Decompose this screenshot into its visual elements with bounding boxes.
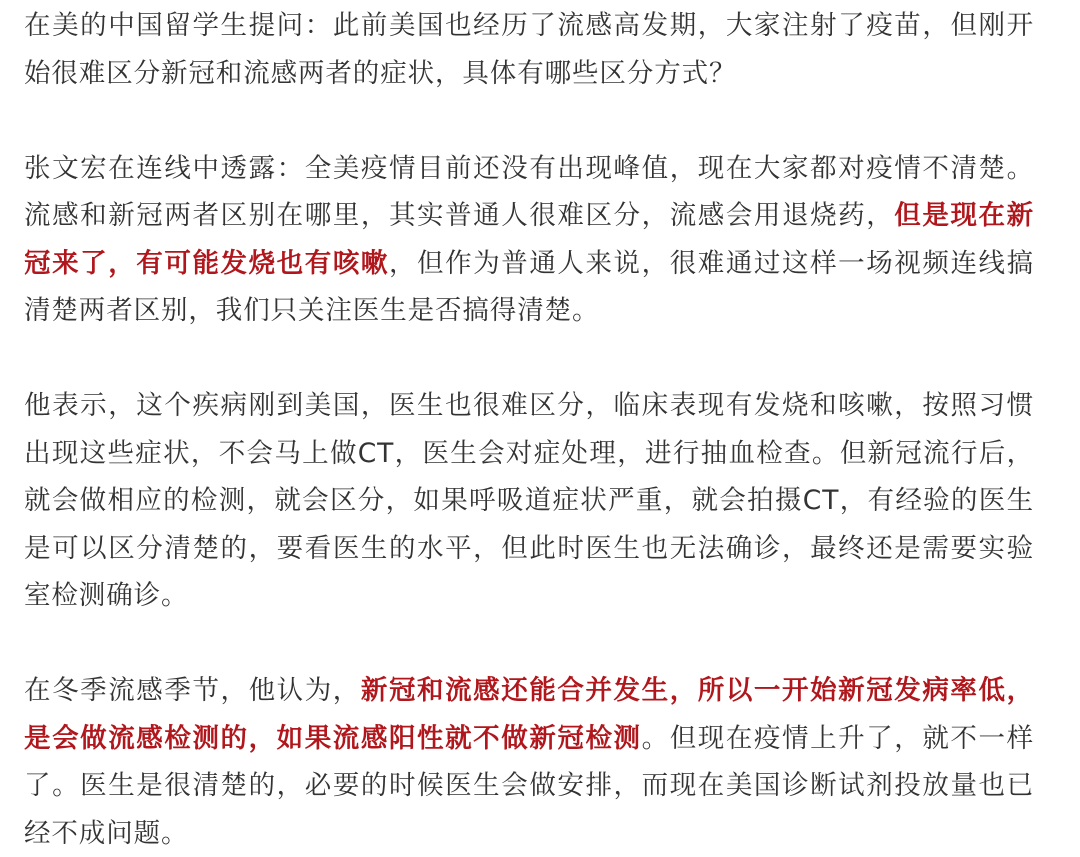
highlighted-text: 新冠和流感还能合并发生，所以一开始新冠发病率低，是会做流感检测的，如果流感阳性就不做新冠检测 <box>24 675 1034 754</box>
paragraph-text: 在冬季流感季节，他认为， <box>24 675 361 706</box>
article-body <box>24 2 1034 857</box>
paragraph-text: 在美的中国留学生提问：此前美国也经历了流感高发期，大家注射了疫苗，但刚开始很难区分新冠和流感两者的症状，具体有哪些区分方式？ <box>24 10 1034 89</box>
paragraph-text: ，但作为普通人来说，很难通过这样一场视频连线搞清楚两者区别，我们只关注医生是否搞得清楚。 <box>24 247 1034 326</box>
paragraph-text: 张文宏在连线中透露：全美疫情目前还没有出现峰值，现在大家都对疫情不清楚。流感和新冠两者区别在哪里，其实普通人很难区分，流感会用退烧药， <box>24 152 1034 231</box>
paragraph-text: 。但现在疫情上升了，就不一样了。医生是很清楚的，必要的时候医生会做安排，而现在美国诊断试剂投放量也已经不成问题。 <box>24 722 1034 849</box>
paragraph-student-question <box>24 2 1034 97</box>
paragraph-flu-season <box>24 667 1034 857</box>
highlighted-text: 但是现在新冠来了，有可能发烧也有咳嗽 <box>24 200 1034 279</box>
paragraph-zhang-wenhong-remarks <box>24 145 1034 335</box>
paragraph-clinical-distinction <box>24 382 1034 620</box>
paragraph-text: 他表示，这个疾病刚到美国，医生也很难区分，临床表现有发烧和咳嗽，按照习惯出现这些症状，不会马上做CT，医生会对症处理，进行抽血检查。但新冠流行后，就会做相应的检测，就会区分，如果呼吸道症状严重，就会拍摄CT，有经验的医生是可以区分清楚的，要看医生的水平，但此时医生也无法确诊，最终还是需要实验室检测确诊。 <box>24 390 1034 611</box>
